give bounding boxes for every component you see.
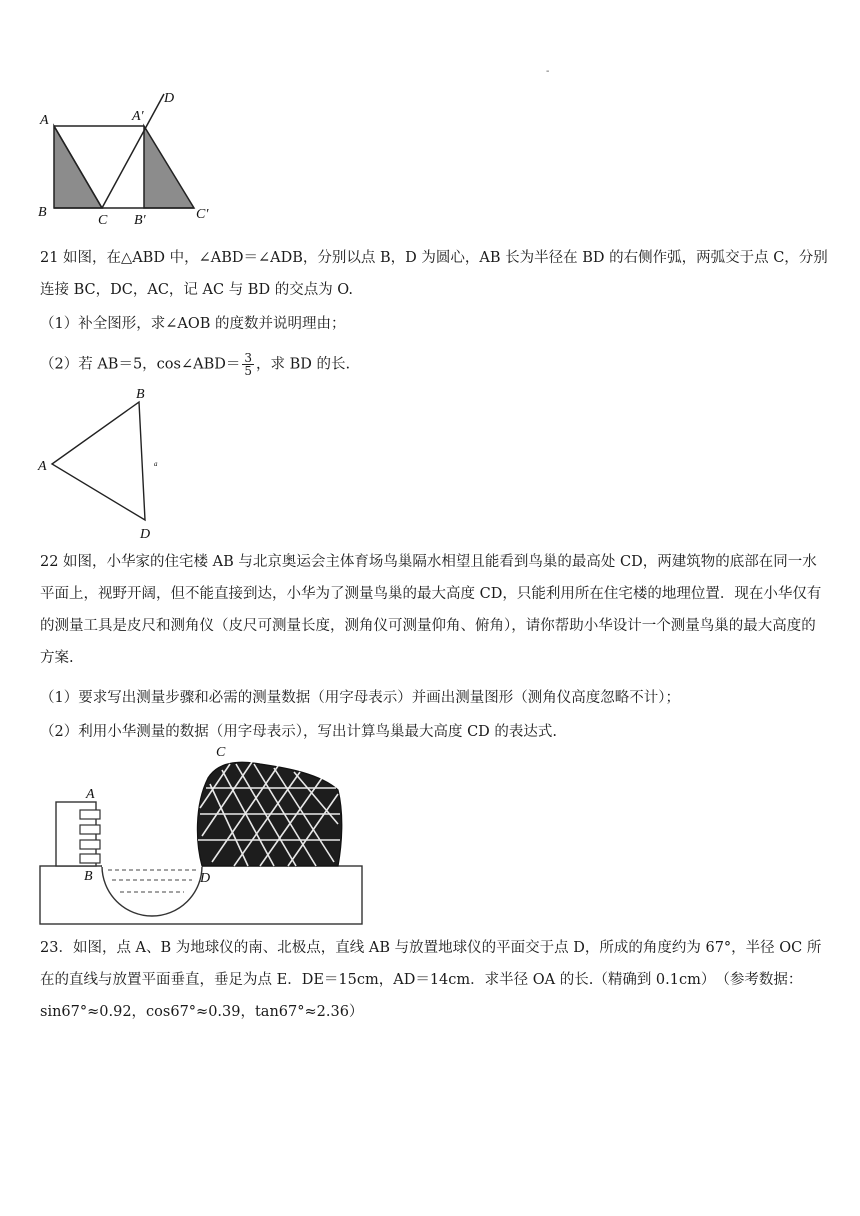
fraction-numerator: 3 <box>244 351 253 365</box>
q21-label-b: B <box>136 387 145 402</box>
q21-stem: 21 如图，在△ABD 中，∠ABD＝∠ADB，分别以点 B，D 为圆心，AB 长为半径在 BD 的右侧作弧，两弧交于点 C，分别连接 BC，DC，AC，记 AC 与 BD 的交点为 O. <box>40 250 828 298</box>
fraction-denominator: 5 <box>244 364 253 378</box>
label-b: B <box>38 205 47 220</box>
triangle-abd <box>52 402 145 520</box>
q22-part2: （2）利用小华测量的数据（用字母表示），写出计算鸟巢最大高度 CD 的表达式. <box>40 724 558 740</box>
label-b-prime: B′ <box>134 213 146 228</box>
q21-label-a: A <box>38 459 47 474</box>
q22-label-a: A <box>86 787 95 802</box>
q21-label-d: D <box>140 527 151 542</box>
q22-label-b: B <box>84 869 93 884</box>
label-d: D <box>164 91 175 106</box>
q22-part1: （1）要求写出测量步骤和必需的测量数据（用字母表示）并画出测量图形（测角仪高度忽略不计）； <box>40 690 680 706</box>
label-c-prime: C′ <box>196 207 209 222</box>
q22-label-c: C <box>216 745 226 760</box>
figure-birds-nest <box>38 744 364 928</box>
label-a-prime: A′ <box>132 109 144 124</box>
q21-part1: （1）补全图形，求∠AOB 的度数并说明理由； <box>40 316 346 332</box>
q21-part2-post: ，求 BD 的长. <box>256 356 351 373</box>
q21-part2-pre: （2）若 AB＝5，cos∠ABD＝ <box>40 356 241 373</box>
fraction-three-fifths <box>242 352 254 377</box>
figure-triangle-abd <box>36 382 166 544</box>
label-a: A <box>40 113 49 128</box>
q23-stem: 23．如图，点 A、B 为地球仪的南、北极点，直线 AB 与放置地球仪的平面交于点 D，所成的角度约为 67°，半径 OC 所在的直线与放置平面垂直，垂足为点 E．DE＝15cm，AD＝14cm．求半径 OA 的长.（精确到 0.1cm） （参考数据：sin67°≈0.92，cos67°≈0.39，tan67°≈2.36） <box>40 940 822 1020</box>
label-c: C <box>98 213 108 228</box>
figure-translation <box>36 86 216 228</box>
q22-label-d: D <box>200 871 211 886</box>
q22-stem: 22 如图，小华家的住宅楼 AB 与北京奥运会主体育场鸟巢隔水相望且能看到鸟巢的最高处 CD，两建筑物的底部在同一水平面上，视野开阔，但不能直接到达，小华为了测量鸟巢的最大高度 CD，只能利用所在住宅楼的地理位置．现在小华仅有的测量工具是皮尺和测角仪（皮尺可测量长度，测角仪可测量仰角、俯角），请你帮助小华设计一个测量鸟巢的最大高度的方案. <box>40 554 822 666</box>
header-mark: - <box>546 66 550 77</box>
q21-label-dot: a <box>154 460 158 468</box>
q21-part2 <box>40 352 350 377</box>
